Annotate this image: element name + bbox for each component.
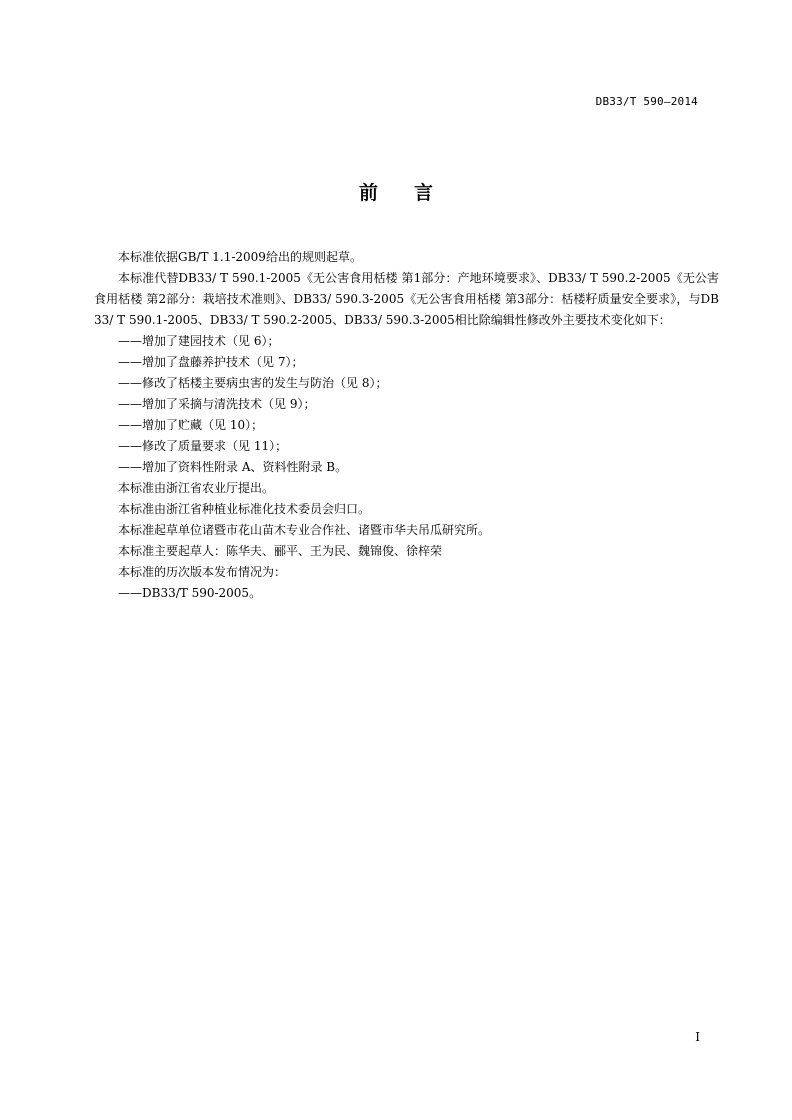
page-number: I: [695, 1030, 700, 1044]
paragraph-history-intro: 本标准的历次版本发布情况为：: [118, 565, 287, 579]
list-item: ——增加了贮藏（见 10）；: [118, 418, 264, 432]
paragraph-proposer: 本标准由浙江省农业厅提出。: [118, 481, 275, 495]
list-item: ——增加了盘藤养护技术（见 7）；: [118, 355, 304, 369]
list-item: ——修改了栝楼主要病虫害的发生与防治（见 8）；: [118, 376, 388, 390]
paragraph-committee: 本标准由浙江省种植业标准化技术委员会归口。: [118, 502, 371, 516]
foreword-body: [94, 247, 719, 604]
history-item: ——DB33/T 590-2005。: [118, 586, 262, 600]
list-item: ——增加了建园技术（见 6）；: [118, 334, 280, 348]
list-item: ——修改了质量要求（见 11）；: [118, 439, 288, 453]
list-item: ——增加了资料性附录 A、资料性附录 B。: [118, 460, 348, 474]
paragraph-replacement: 本标准代替DB33/ T 590.1-2005《无公害食用栝楼 第1部分：产地环境要求》、DB33/ T 590.2-2005《无公害食用栝楼 第2部分：栽培技术准则》、DB33/ 590.3-2005《无公害食用栝楼 第3部分：栝楼籽质量安全要求》，与DB33/ T 590.1-2005、DB33/ T 590.2-2005、DB33/ 590.3-2005相比除编辑性修改外主要技术变化如下：: [94, 271, 719, 327]
paragraph-drafting-units: 本标准起草单位诸暨市花山苗木专业合作社、诸暨市华夫吊瓜研究所。: [118, 523, 491, 537]
page-title: 前言: [358, 182, 469, 204]
list-item: ——增加了采摘与清洗技术（见 9）；: [118, 397, 316, 411]
document-code: DB33/T 590—2014: [595, 95, 698, 108]
paragraph-basis: 本标准依据GB/T 1.1-2009给出的规则起草。: [118, 250, 362, 264]
paragraph-drafters: 本标准主要起草人：陈华夫、郦平、王为民、魏锦俊、徐梓荣: [118, 544, 443, 558]
